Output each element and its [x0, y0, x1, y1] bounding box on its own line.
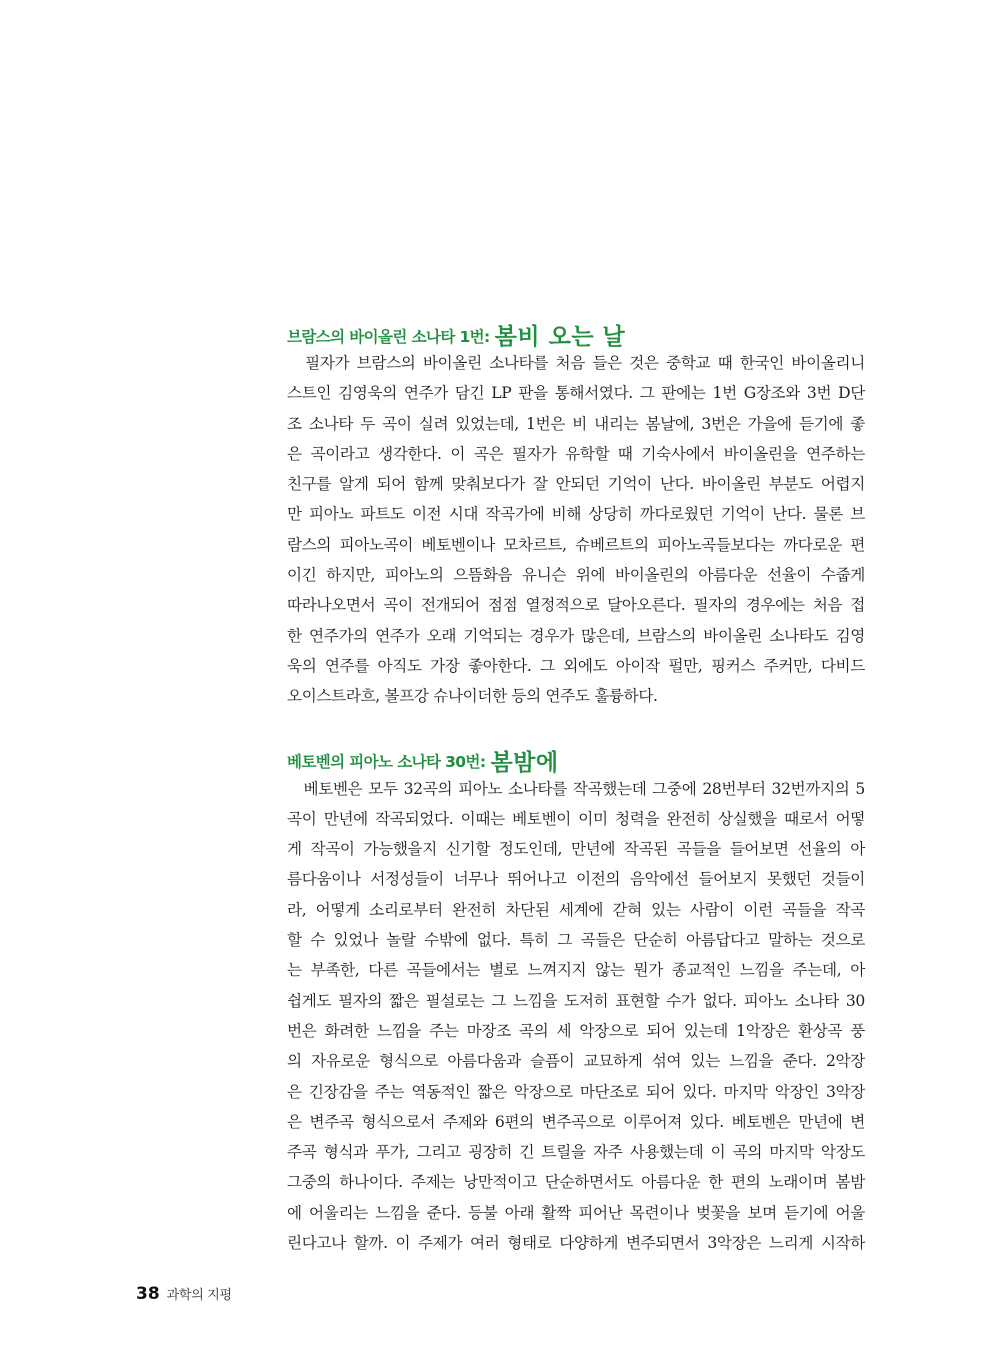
text-line: 에 어울리는 느낌을 준다. 등불 아래 활짝 피어난 목련이나 벚꽃을 보며 듣기에 어울	[287, 1203, 865, 1222]
section-beethoven	[287, 734, 865, 1259]
text-line: 람스의 피아노곡이 베토벤이나 모차르트, 슈베르트의 피아노곡들보다는 까다로운 편	[287, 535, 865, 554]
section-brahms	[287, 308, 865, 712]
text-line: 쉽게도 필자의 짧은 필설로는 그 느낌을 도저히 표현할 수가 없다. 피아노 소나타 30	[287, 991, 865, 1010]
text-line: 주곡 형식과 푸가, 그리고 굉장히 긴 트릴을 자주 사용했는데 이 곡의 마지막 악장도	[287, 1143, 865, 1162]
paragraph	[287, 348, 865, 712]
text-line: 번은 화려한 느낌을 주는 마장조 곡의 세 악장으로 되어 있는데 1악장은 환상곡 풍	[287, 1021, 865, 1040]
heading-prefix: 브람스의 바이올린 소나타 1번:	[287, 327, 490, 346]
text-line: 그중의 하나이다. 주제는 낭만적이고 단순하면서도 아름다운 한 편의 노래이며 봄밤	[287, 1173, 865, 1192]
text-line: 은 변주곡 형식으로서 주제와 6편의 변주곡으로 이루어져 있다. 베토벤은 만년에 변	[287, 1112, 865, 1131]
text-line: 곡이 만년에 작곡되었다. 이때는 베토벤이 이미 청력을 완전히 상실했을 때로서 어떻	[287, 809, 865, 828]
heading-title: 봄비 오는 날	[494, 323, 626, 350]
text-line: 게 작곡이 가능했을지 신기할 정도인데, 만년에 작곡된 곡들을 들어보면 선율의 아	[287, 840, 865, 859]
text-line: 친구를 알게 되어 함께 맞춰보다가 잘 안되던 기억이 난다. 바이올린 부분도 어렵지	[287, 475, 865, 494]
text-line: 따라나오면서 곡이 전개되어 점점 열정적으로 달아오른다. 필자의 경우에는 처음 접	[287, 596, 865, 615]
text-line: 이긴 하지만, 피아노의 으뜸화음 유니슨 위에 바이올린의 아름다운 선율이 수줍게	[287, 566, 865, 585]
heading-title: 봄밤에	[490, 748, 559, 776]
text-line: 라, 어떻게 소리로부터 완전히 차단된 세계에 갇혀 있는 사람이 이런 곡들을 작곡	[287, 900, 865, 919]
text-line: 스트인 김영욱의 연주가 담긴 LP 판을 통해서였다. 그 판에는 1번 G장조와 3번 D단	[287, 384, 865, 403]
text-line: 욱의 연주를 아직도 가장 좋아한다. 그 외에도 아이작 펄만, 핑커스 주커만, 다비드	[287, 656, 865, 675]
text-line: 한 연주가의 연주가 오래 기억되는 경우가 많은데, 브람스의 바이올린 소나타도 김영	[287, 626, 865, 645]
text-line: 의 자유로운 형식으로 아름다움과 슬픔이 교묘하게 섞여 있는 느낌을 준다. 2악장	[287, 1052, 865, 1071]
text-line: 은 곡이라고 생각한다. 이 곡은 필자가 유학할 때 기숙사에서 바이올린을 연주하는	[287, 444, 865, 463]
page-footer	[136, 1284, 232, 1306]
text-line: 할 수 있었나 놀랄 수밖에 없다. 특히 그 곡들은 단순히 아름답다고 말하는 것으로	[287, 931, 865, 950]
heading-prefix: 베토벤의 피아노 소나타 30번:	[287, 753, 486, 772]
text-line: 는 부족한, 다른 곡들에서는 별로 느껴지지 않는 뭔가 종교적인 느낌을 주는데, 아	[287, 961, 865, 980]
paragraph	[287, 774, 865, 1259]
text-line: 오이스트라흐, 볼프강 슈나이더한 등의 연주도 훌륭하다.	[287, 687, 658, 706]
magazine-title: 과학의 지평	[166, 1288, 232, 1303]
text-line: 만 피아노 파트도 이전 시대 작곡가에 비해 상당히 까다로웠던 기억이 난다. 물론 브	[287, 505, 865, 524]
text-line: 은 긴장감을 주는 역동적인 짧은 악장으로 마단조로 되어 있다. 마지막 악장인 3악장	[287, 1082, 865, 1101]
section-heading	[287, 734, 865, 774]
text-line: 필자가 브람스의 바이올린 소나타를 처음 들은 것은 중학교 때 한국인 바이올리니	[287, 354, 865, 372]
text-line: 린다고나 할까. 이 주제가 여러 형태로 다양하게 변주되면서 3악장은 느리게 시작하	[287, 1234, 865, 1253]
text-line: 베토벤은 모두 32곡의 피아노 소나타를 작곡했는데 그중에 28번부터 32번까지의 5	[287, 779, 865, 798]
article-body	[287, 308, 865, 1258]
text-line: 조 소나타 두 곡이 실려 있었는데, 1번은 비 내리는 봄날에, 3번은 가을에 듣기에 좋	[287, 414, 865, 433]
text-line: 름다움이나 서정성들이 너무나 뛰어나고 이전의 음악에선 들어보지 못했던 것들이	[287, 870, 865, 889]
section-heading	[287, 308, 865, 348]
page-number: 38	[136, 1284, 160, 1304]
